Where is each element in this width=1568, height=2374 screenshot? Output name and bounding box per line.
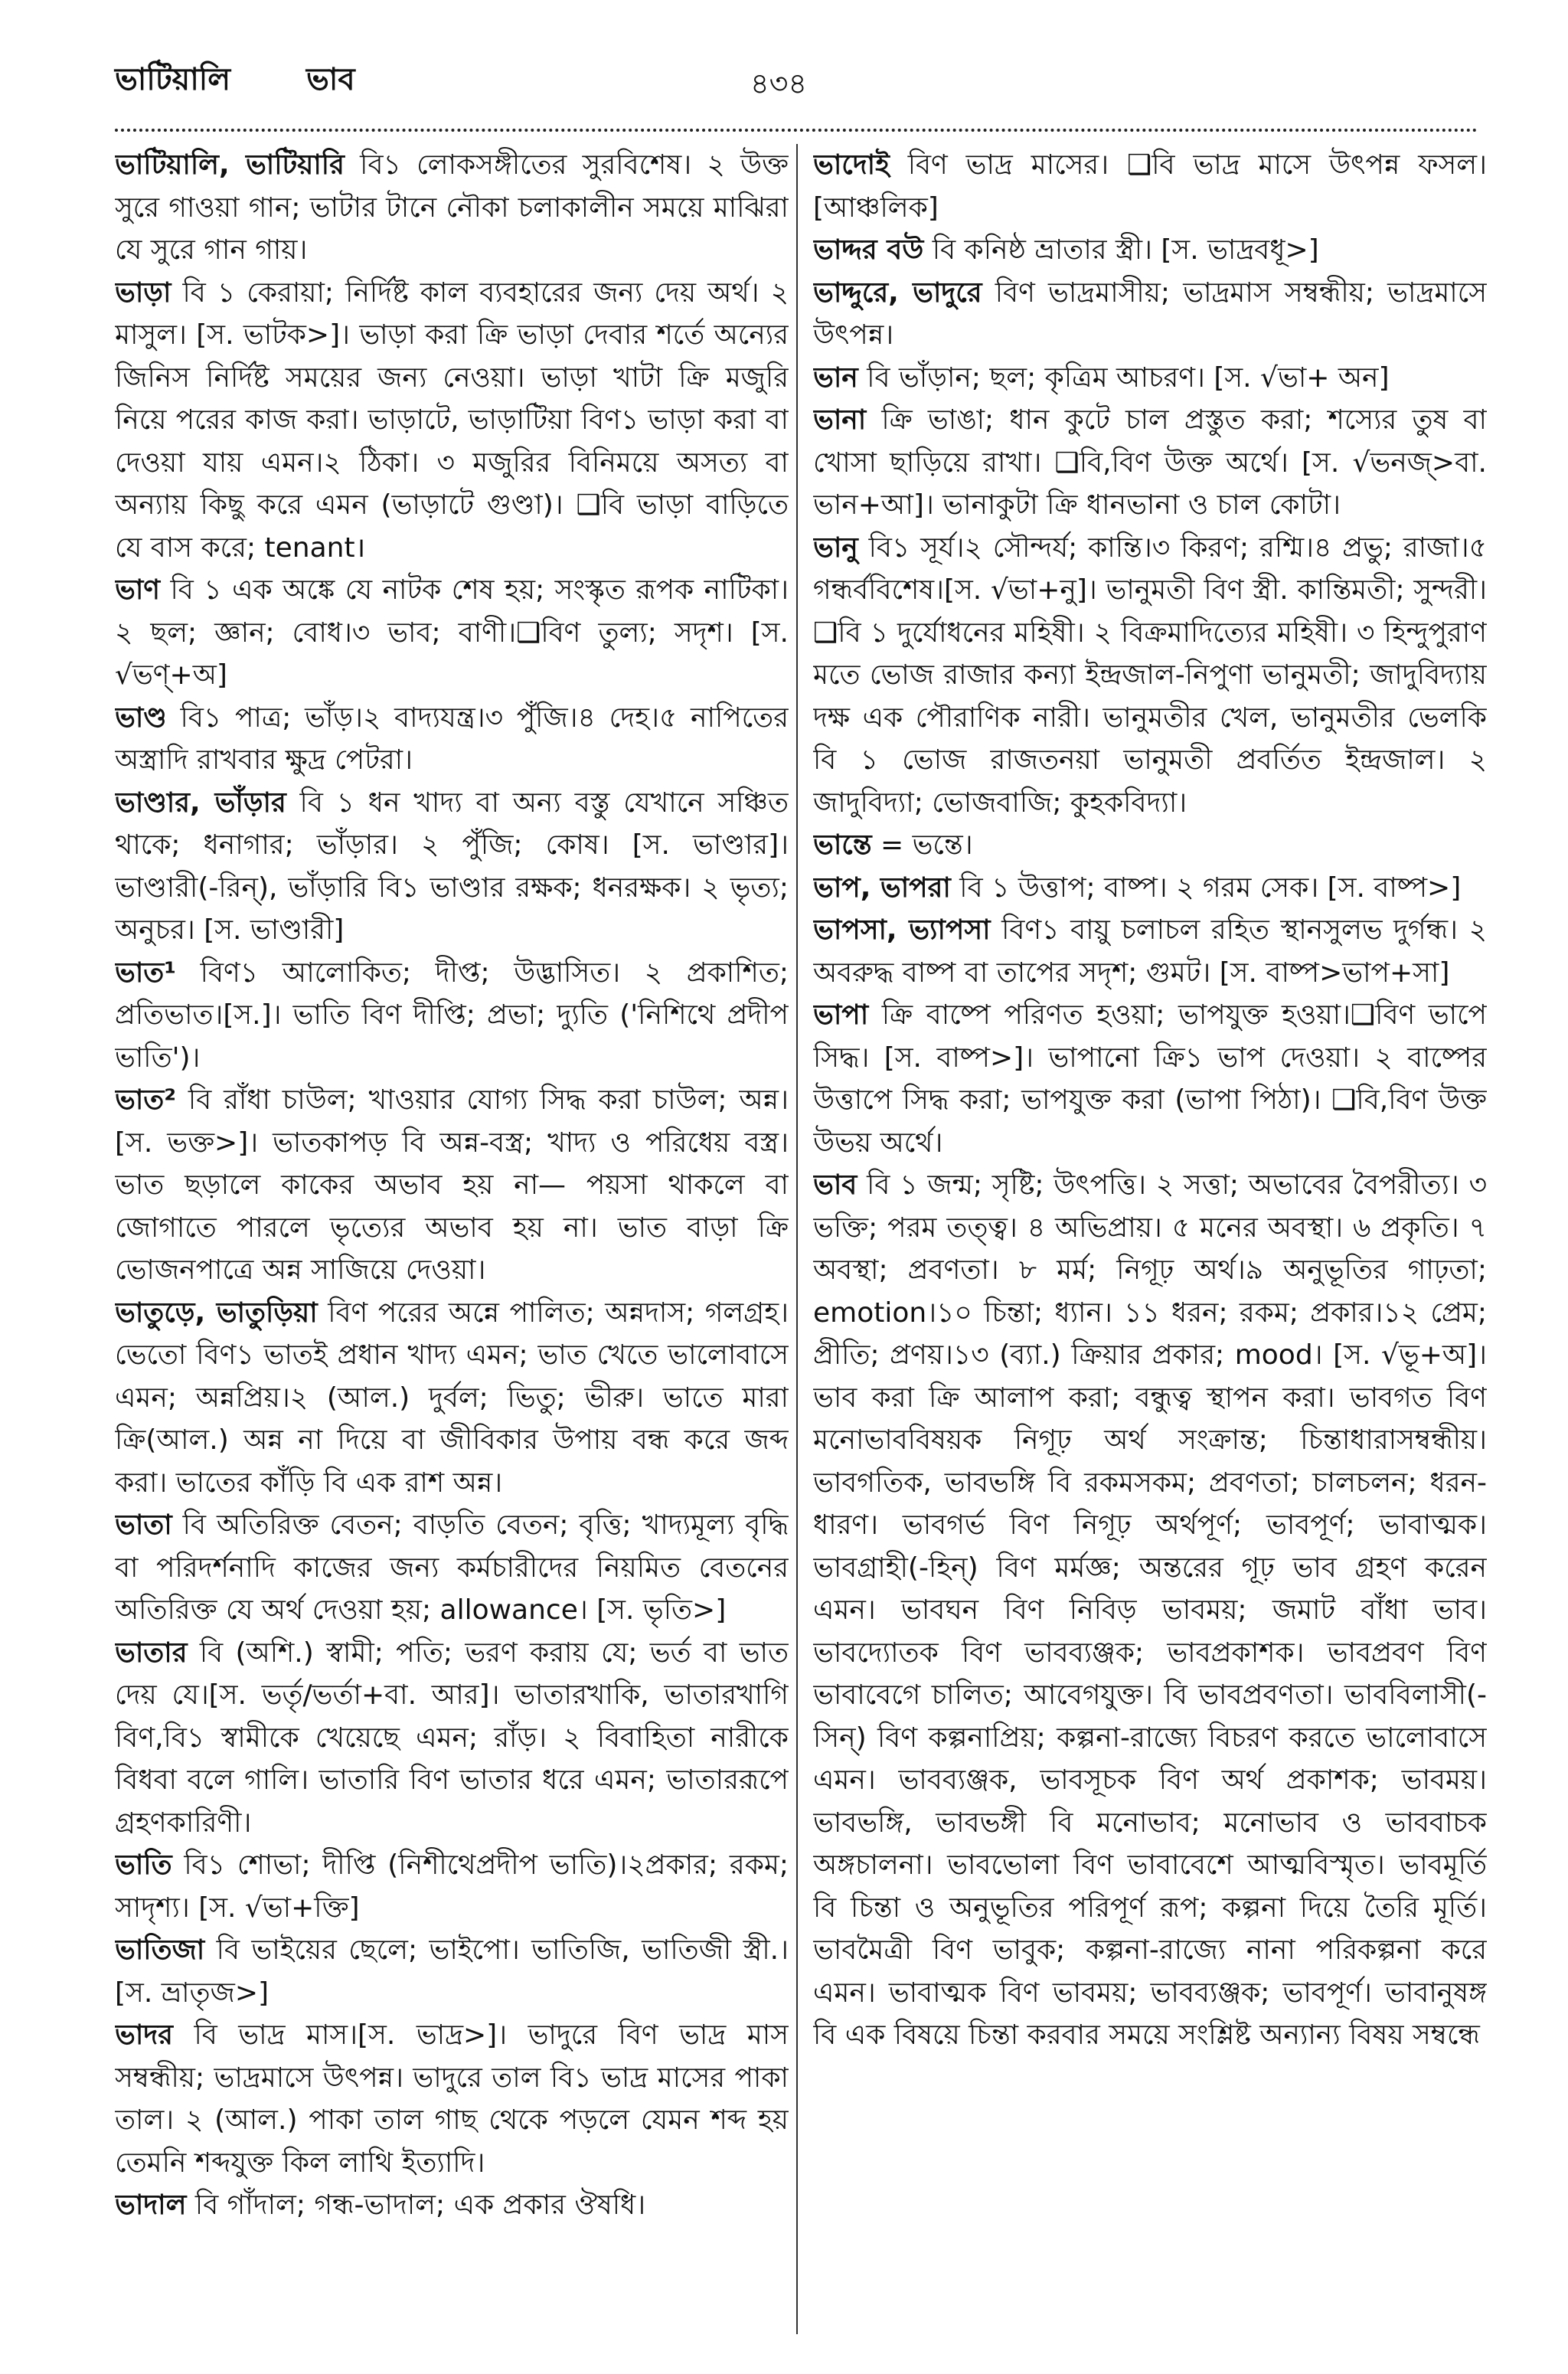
right-column [813,144,1487,2334]
entry-headword: ভাণ [115,574,161,606]
entry-definition: বি অতিরিক্ত বেতন; বাড়তি বেতন; বৃত্তি; খাদ্যমূল্য বৃদ্ধি বা পরিদর্শনাদি কাজের জন্য কর্মচারীদের নিয়মিত বেতনের অতিরিক্ত যে অর্থ দেওয়া হয়; allowance। [স. ভৃতি>] [115,1509,789,1626]
header-rule [115,129,1478,132]
entry-definition: বি (অশি.) স্বামী; পতি; ভরণ করায় যে; ভর্ত বা ভাত দেয় যে।[স. ভর্তৃ/ভর্তা+বা. আর]। ভাতারখাকি, ভাতারখাগি বিণ,বি১ স্বামীকে খেয়েছে এমন; রাঁড়। ২ বিবাহিতা নারীকে বিধবা বলে গালি। ভাতারি বিণ ভাতার ধরে এমন; ভাতাররূপে গ্রহণকারিণী। [115,1637,789,1839]
dictionary-entry [115,1079,789,1292]
entry-headword: ভানা [813,404,867,436]
entry-definition: বিণ১ বায়ু চলাচল রহিত স্থানসুলভ দুর্গন্ধ। ২ অবরুদ্ধ বাষ্প বা তাপের সদৃশ; গুমট। [স. বাষ্প>ভাপ+সা] [813,914,1487,989]
page-header [115,47,1478,109]
entry-definition: বি ভাইয়ের ছেলে; ভাইপো। ভাতিজি, ভাতিজী স্ত্রী.। [স. ভ্রাতৃজ>] [115,1934,789,2009]
left-column [115,144,789,2334]
entry-headword: ভাতুড়ে, ভাতুড়িয়া [115,1297,318,1329]
entry-definition: বি১ লোকসঙ্গীতের সুরবিশেষ। ২ উক্ত সুরে গাওয়া গান; ভাটার টানে নৌকা চলাকালীন সময়ে মাঝিরা যে সুরে গান গায়। [115,149,789,266]
entry-headword: ভাদাল [115,2189,187,2221]
entry-definition: = ভন্তে। [871,829,973,861]
dictionary-entry [115,952,789,1080]
entry-headword: ভাদোই [813,149,890,181]
entry-definition: ক্রি বাষ্পে পরিণত হওয়া; ভাপযুক্ত হওয়া।❑বিণ ভাপে সিদ্ধ। [স. বাষ্প>]। ভাপানো ক্রি১ ভাপ দেওয়া। ২ বাষ্পের উত্তাপে সিদ্ধ করা; ভাপযুক্ত করা (ভাপা পিঠা)। ❑বি,বিণ উক্ত উভয় অর্থে। [813,999,1487,1159]
entry-definition: বি ১ এক অঙ্কে যে নাটক শেষ হয়; সংস্কৃত রূপক নাটিকা।২ ছল; জ্ঞান; বোধ।৩ ভাব; বাণী।❑বিণ তুল্য; সদৃশ। [স. √ভণ্+অ] [115,574,789,691]
entry-definition: বি ভাঁড়ান; ছল; কৃত্রিম আচরণ। [স. √ভা+ অন] [858,361,1390,394]
entry-headword: ভাটিয়ালি, ভাটিয়ারি [115,149,345,181]
entry-headword: ভাপসা, ভ্যাপসা [813,914,991,946]
entry-headword: ভাতা [115,1509,172,1541]
guide-word-right: ভাব [306,62,355,97]
entry-headword: ভাণ্ড [115,701,167,734]
entry-headword: ভান [813,361,858,394]
entry-definition: ক্রি ভাঙা; ধান কুটে চাল প্রস্তুত করা; শস্যের তুষ বা খোসা ছাড়িয়ে রাখা। ❑বি,বিণ উক্ত অর্থে। [স. √ভনজ্>বা. ভান+আ]। ভানাকুটা ক্রি ধানভানা ও চাল কোটা। [813,404,1487,521]
entry-definition: বি১ পাত্র; ভাঁড়।২ বাদ্যযন্ত্র।৩ পুঁজি।৪ দেহ।৫ নাপিতের অস্ত্রাদি রাখবার ক্ষুদ্র পেটরা। [115,701,789,776]
entry-headword: ভাপ, ভাপরা [813,871,951,904]
page-number: ৪৩৪ [750,67,808,100]
dictionary-entry [115,144,789,272]
entry-definition: বি ১ ধন খাদ্য বা অন্য বস্তু যেখানে সঞ্চিত থাকে; ধনাগার; ভাঁড়ার। ২ পুঁজি; কোষ। [স. ভাণ্ডার]। ভাণ্ডারী(-রিন্), ভাঁড়ারি বি১ ভাণ্ডার রক্ষক; ধনরক্ষক। ২ ভৃত্য; অনুচর। [স. ভাণ্ডারী] [115,786,789,946]
dictionary-entry [813,527,1487,825]
guide-word-left: ভাটিয়ালি [115,62,231,97]
entry-headword: ভাড়া [115,276,172,309]
entry-headword: ভান্তে [813,829,872,861]
entry-headword: ভাতিজা [115,1934,205,1966]
dictionary-entry [813,1164,1487,2057]
entry-definition: বি১ সূর্য।২ সৌন্দর্য; কান্তি।৩ কিরণ; রশ্মি।৪ প্রভু; রাজা।৫ গন্ধর্ববিশেষ।[স. √ভা+নু]। ভানুমতী বিণ স্ত্রী. কান্তিমতী; সুন্দরী। ❑বি ১ দুর্যোধনের মহিষী। ২ বিক্রমাদিত্যের মহিষী। ৩ হিন্দুপুরাণ মতে ভোজ রাজার কন্যা ইন্দ্রজাল-নিপুণা ভানুমতী; জাদুবিদ্যায় দক্ষ এক পৌরাণিক নারী। ভানুমতীর খেল, ভানুমতীর ভেলকি বি ১ ভোজ রাজতনয়া ভানুমতী প্রবর্তিত ইন্দ্রজাল। ২ জাদুবিদ্যা; ভোজবাজি; কুহকবিদ্যা। [813,531,1487,819]
entry-headword: ভাত² [115,1084,177,1116]
entry-headword: ভাত¹ [115,956,177,989]
dictionary-entry [813,824,1487,867]
dictionary-entry [813,994,1487,1164]
dictionary-entry [813,144,1487,229]
entry-definition: বি ১ কেরায়া; নির্দিষ্ট কাল ব্যবহারের জন্য দেয় অর্থ। ২ মাসুল। [স. ভাটক>]। ভাড়া করা ক্রি ভাড়া দেবার শর্তে অন্যের জিনিস নির্দিষ্ট সময়ের জন্য নেওয়া। ভাড়া খাটা ক্রি মজুরি নিয়ে পরের কাজ করা। ভাড়াটে, ভাড়াটিয়া বিণ১ ভাড়া করা বা দেওয়া যায় এমন।২ ঠিকা। ৩ মজুরির বিনিময়ে অসত্য বা অন্যায় কিছু করে এমন (ভাড়াটে গুণ্ডা)। ❑বি ভাড়া বাড়িতে যে বাস করে; tenant। [115,276,789,564]
dictionary-entry [813,399,1487,527]
entry-headword: ভাব [813,1169,858,1201]
entry-headword: ভাদর [115,2019,173,2051]
entry-definition: বিণ পরের অন্নে পালিত; অন্নদাস; গলগ্রহ। ভেতো বিণ১ ভাতই প্রধান খাদ্য এমন; ভাত খেতে ভালোবাসে এমন; অন্নপ্রিয়।২ (আল.) দুর্বল; ভিতু; ভীরু। ভাতে মারা ক্রি(আল.) অন্ন না দিয়ে বা জীবিকার উপায় বন্ধ করে জব্দ করা। ভাতের কাঁড়ি বি এক রাশ অন্ন। [115,1297,789,1499]
entry-definition: বি ১ উত্তাপ; বাষ্প। ২ গরম সেক। [স. বাষ্প>] [950,871,1462,904]
dictionary-entry [115,1292,789,1505]
entry-headword: ভাণ্ডার, ভাঁড়ার [115,786,286,819]
dictionary-entry [115,782,789,952]
dictionary-entry [813,909,1487,994]
dictionary-entry [115,1929,789,2014]
entry-definition: বিণ ভাদ্রমাসীয়; ভাদ্রমাস সম্বন্ধীয়; ভাদ্রমাসে উৎপন্ন। [813,276,1487,351]
entry-definition: বি রাঁধা চাউল; খাওয়ার যোগ্য সিদ্ধ করা চাউল; অন্ন। [স. ভক্ত>]। ভাতকাপড় বি অন্ন-বস্ত্র; খাদ্য ও পরিধেয় বস্ত্র। ভাত ছড়ালে কাকের অভাব হয় না— পয়সা থাকলে বা জোগাতে পারলে ভৃত্যের অভাব হয় না। ভাত বাড়া ক্রি ভোজনপাত্রে অন্ন সাজিয়ে দেওয়া। [115,1084,789,1286]
dictionary-entry [115,569,789,697]
entry-headword: ভাদ্দুরে, ভাদুরে [813,276,982,309]
dictionary-entry [115,1844,789,1929]
dictionary-entry [813,357,1487,400]
dictionary-entry [115,1632,789,1845]
dictionary-entry [813,272,1487,357]
column-divider [796,144,798,2334]
entry-definition: বি গাঁদাল; গন্ধ-ভাদাল; এক প্রকার ঔষধি। [186,2189,646,2221]
entry-headword: ভাতি [115,1849,172,1881]
entry-headword: ভাদ্দর বউ [813,234,924,266]
entry-headword: ভাতার [115,1637,188,1669]
dictionary-entry [115,1504,789,1632]
dictionary-entry [115,2184,789,2227]
dictionary-entry [115,272,789,570]
dictionary-entry [813,867,1487,910]
entry-definition: বি১ শোভা; দীপ্তি (নিশীথেপ্রদীপ ভাতি)।২প্রকার; রকম; সাদৃশ্য। [স. √ভা+ক্তি] [115,1849,789,1924]
entry-definition: বিণ ভাদ্র মাসের। ❑বি ভাদ্র মাসে উৎপন্ন ফসল। [আঞ্চলিক] [813,149,1487,224]
dictionary-entry [813,229,1487,272]
dictionary-entry [115,2014,789,2184]
entry-headword: ভাপা [813,999,869,1031]
entry-definition: বি ১ জন্ম; সৃষ্টি; উৎপত্তি। ২ সত্তা; অভাবের বৈপরীত্য। ৩ ভক্তি; পরম তত্ত্ব। ৪ অভিপ্রায়। ৫ মনের অবস্থা। ৬ প্রকৃতি। ৭ অবস্থা; প্রবণতা। ৮ মর্ম; নিগূঢ় অর্থ।৯ অনুভূতির গাঢ়তা; emotion।১০ চিন্তা; ধ্যান। ১১ ধরন; রকম; প্রকার।১২ প্রেম; প্রীতি; প্রণয়।১৩ (ব্যা.) ক্রিয়ার প্রকার; mood। [স. √ভূ+অ]। ভাব করা ক্রি আলাপ করা; বন্ধুত্ব স্থাপন করা। ভাবগত বিণ মনোভাববিষয়ক নিগূঢ় অর্থ সংক্রান্ত; চিন্তাধারাসম্বন্ধীয়। ভাবগতিক, ভাবভঙ্গি বি রকমসকম; প্রবণতা; চালচলন; ধরন-ধারণ। ভাবগর্ভ বিণ নিগূঢ় অর্থপূর্ণ; ভাবপূর্ণ; ভাবাত্মক। ভাবগ্রাহী(-হিন্) বিণ মর্মজ্ঞ; অন্তরের গূঢ় ভাব গ্রহণ করেন এমন। ভাবঘন বিণ নিবিড় ভাবময়; জমাট বাঁধা ভাব। ভাবদ্যোতক বিণ ভাবব্যঞ্জক; ভাবপ্রকাশক। ভাবপ্রবণ বিণ ভাবাবেগে চালিত; আবেগযুক্ত। বি ভাবপ্রবণতা। ভাববিলাসী(-সিন্) বিণ কল্পনাপ্রিয়; কল্পনা-রাজ্যে বিচরণ করতে ভালোবাসে এমন। ভাবব্যঞ্জক, ভাবসূচক বিণ অর্থ প্রকাশক; ভাবময়। ভাবভঙ্গি, ভাবভঙ্গী বি মনোভাব; মনোভাব ও ভাববাচক অঙ্গচালনা। ভাবভোলা বিণ ভাবাবেশে আত্মবিস্মৃত। ভাবমূর্তি বি চিন্তা ও অনুভূতির পরিপূর্ণ রূপ; কল্পনা দিয়ে তৈরি মূর্তি। ভাবমৈত্রী বিণ ভাবুক; কল্পনা-রাজ্যে নানা পরিকল্পনা করে এমন। ভাবাত্মক বিণ ভাবময়; ভাবব্যঞ্জক; ভাবপূর্ণ। ভাবানুষঙ্গ বি এক বিষয়ে চিন্তা করবার সময়ে সংশ্লিষ্ট অন্যান্য বিষয় সম্বন্ধে [813,1169,1487,2051]
entry-headword: ভানু [813,531,858,564]
entry-definition: বি কনিষ্ঠ ভ্রাতার স্ত্রী। [স. ভাদ্রবধূ>] [923,234,1319,266]
entry-definition: বি ভাদ্র মাস।[স. ভাদ্র>]। ভাদুরে বিণ ভাদ্র মাস সম্বন্ধীয়; ভাদ্রমাসে উৎপন্ন। ভাদুরে তাল বি১ ভাদ্র মাসের পাকা তাল। ২ (আল.) পাকা তাল গাছ থেকে পড়লে যেমন শব্দ হয় তেমনি শব্দযুক্ত কিল লাথি ইত্যাদি। [115,2019,789,2179]
dictionary-entry [115,697,789,782]
entry-definition: বিণ১ আলোকিত; দীপ্ত; উদ্ভাসিত। ২ প্রকাশিত; প্রতিভাত।[স.]। ভাতি বিণ দীপ্তি; প্রভা; দ্যুতি ('নিশিথে প্রদীপ ভাতি')। [115,956,789,1074]
